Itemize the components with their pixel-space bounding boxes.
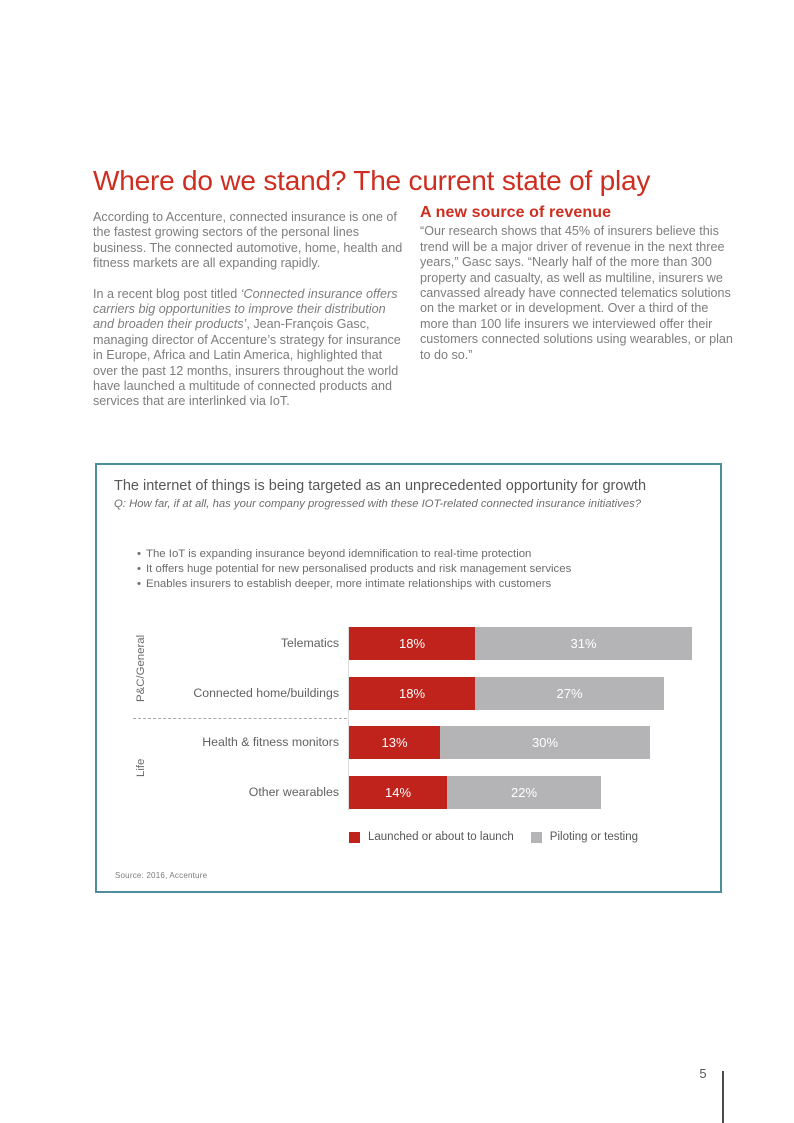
bar-segment: 27%: [475, 677, 664, 710]
bar-category-label: Connected home/buildings: [193, 686, 339, 700]
bar-segment: 22%: [447, 776, 601, 809]
chart-source: Source: 2016, Accenture: [115, 871, 208, 880]
legend-swatch: [531, 832, 542, 843]
chart-title: The internet of things is being targeted as an unprecedented opportunity for growth: [114, 478, 647, 494]
chart-bullets: [137, 547, 571, 591]
group-label-pc-general: P&C/General: [135, 634, 147, 703]
bar-track: [349, 776, 601, 809]
bar-track: [349, 627, 692, 660]
bar-row: [97, 677, 664, 710]
bar-track: [349, 677, 664, 710]
paragraph-text: , Jean-François Gasc, managing director of Accenture’s strategy for insurance in Europe, Africa and Latin America, highlighted that over the past 12 months, insurers throughout the world have launched a multitude of connected products and services that are interlinked via IoT.: [93, 317, 401, 409]
bullet-item: • It offers huge potential for new personalised products and risk management services: [137, 562, 571, 577]
chart-subtitle: Q: How far, if at all, has your company progressed with these IOT-related connected insurance initiatives?: [114, 498, 642, 510]
page-title: Where do we stand? The current state of play: [93, 164, 651, 196]
bar-category-label: Health & fitness monitors: [202, 735, 339, 749]
legend-item: [531, 831, 638, 843]
bar-segment: 18%: [349, 627, 475, 660]
bar-segment: 14%: [349, 776, 447, 809]
group-label-life: Life: [135, 758, 147, 777]
chart-legend: [349, 831, 638, 843]
legend-item: [349, 831, 514, 843]
bar-segment: 31%: [475, 627, 692, 660]
paragraph-quote: “Our research shows that 45% of insurers believe this trend will be a major driver of revenue in the next three years,” Gasc says. “Nearly half of the more than 300 property and casualty, as well as multiline, insurers we canvassed already have connected telematics solutions on the market or in development. Over a third of the more than 100 life insurers we interviewed offer their customers connected solutions using wearables, or plan to do so.”: [420, 224, 733, 362]
blog-title-italic: ‘Connected insurance offers carriers big opportunities to improve their distribution and broaden their products’: [93, 286, 398, 332]
section-heading: A new source of revenue: [420, 204, 612, 221]
bar-row: [97, 627, 692, 660]
bar-segment: 30%: [440, 726, 650, 759]
legend-swatch: [349, 832, 360, 843]
paragraph-intro: According to Accenture, connected insurance is one of the fastest growing sectors of the personal lines business. The connected automotive, home, health and fitness markets are all expanding rapidly.: [93, 210, 403, 271]
legend-label: Piloting or testing: [549, 831, 639, 843]
right-column: [420, 205, 733, 378]
legend-label: Launched or about to launch: [368, 831, 514, 843]
bar-row: [97, 776, 601, 809]
bar-category-label: Other wearables: [248, 785, 339, 799]
footer-rule: [722, 1071, 724, 1123]
bullet-item: • Enables insurers to establish deeper, more intimate relationships with customers: [137, 577, 571, 592]
bar-row: [97, 726, 650, 759]
group-divider-dashed-line: [133, 718, 347, 719]
chart-panel: [95, 463, 722, 893]
bullet-item: • The IoT is expanding insurance beyond idemnification to real-time protection: [137, 547, 571, 562]
page-number: 5: [699, 1066, 707, 1081]
paragraph-text: In a recent blog post titled: [93, 286, 241, 301]
bar-segment: 13%: [349, 726, 440, 759]
bar-track: [349, 726, 650, 759]
left-column: [93, 210, 406, 425]
bar-rows: [97, 627, 720, 817]
paragraph-blog-post: [93, 287, 406, 410]
bar-segment: 18%: [349, 677, 475, 710]
bar-category-label: Telematics: [280, 636, 339, 650]
